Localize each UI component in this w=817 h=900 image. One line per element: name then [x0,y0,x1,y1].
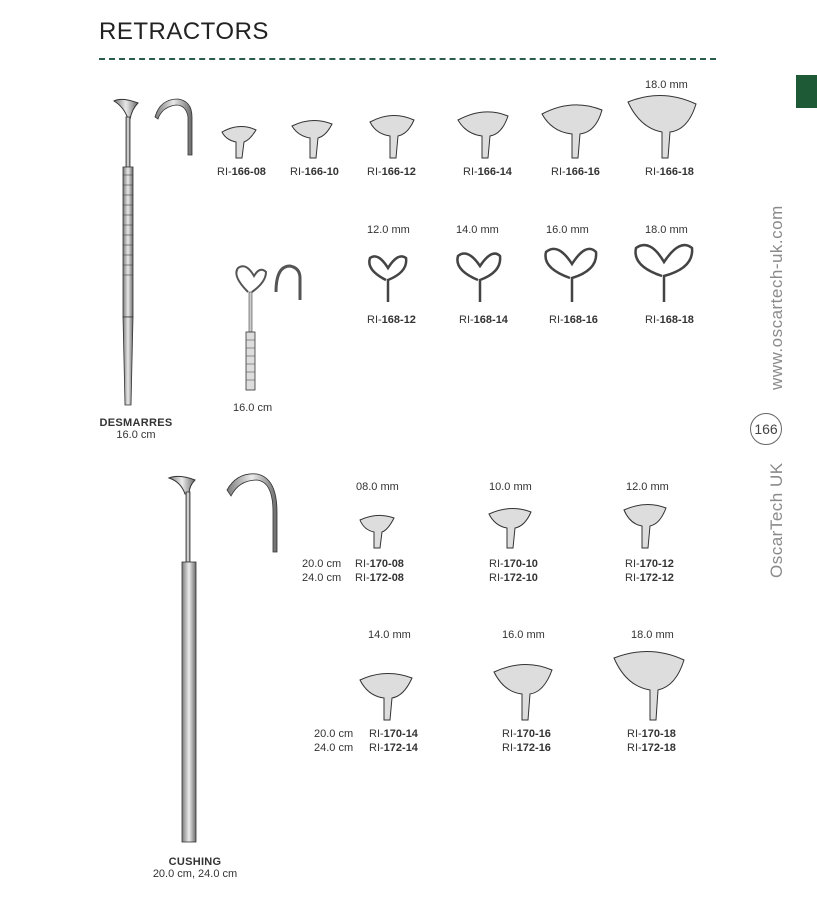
blade-image [540,100,606,162]
blade-image [622,500,670,552]
size-label: 18.0 mm [631,629,674,641]
product-code: RI-170-14 [369,728,418,740]
size-label: 16.0 mm [502,629,545,641]
side-brand: OscarTech UK [767,462,786,578]
product-code: RI-166-12 [367,166,416,178]
product-code: RI-166-14 [463,166,512,178]
blade-image [290,116,336,162]
page-title: RETRACTORS [99,18,269,45]
product-code: RI-170-10 [489,558,538,570]
blade-image [358,668,416,724]
product-code: RI-170-12 [625,558,674,570]
cushing-length-label: 20.0 cm [302,558,342,570]
blade-image [626,92,700,162]
product-code: RI-166-10 [290,166,339,178]
desmarres-wire-instrument-image [228,262,308,392]
product-code: RI-172-18 [627,742,676,754]
product-code: RI-170-08 [355,558,404,570]
cushing-label: CUSHING 20.0 cm, 24.0 cm [152,856,238,880]
desmarres-instrument-image [100,95,210,415]
wire-loop-image [364,250,412,306]
product-code: RI-168-16 [549,314,598,326]
cushing-length-label: 20.0 cm [314,728,354,740]
page-number: 166 [750,413,782,445]
product-code: RI-172-10 [489,572,538,584]
blade-image [492,660,556,724]
product-code: RI-170-16 [502,728,551,740]
size-label: 12.0 mm [626,481,669,493]
product-code: RI-166-08 [217,166,266,178]
desmarres-small-length: 16.0 cm [233,402,273,414]
blade-image [487,504,535,552]
wire-loop-image [540,244,602,306]
side-url[interactable]: www.oscartech-uk.com [767,205,786,390]
size-label: 18.0 mm [645,224,688,236]
cushing-length-label: 24.0 cm [302,572,342,584]
blade-image [612,648,688,724]
product-code: RI-166-18 [645,166,694,178]
size-label: 08.0 mm [356,481,399,493]
blade-image [368,110,418,162]
cushing-instrument-image [165,472,285,852]
size-label: 12.0 mm [367,224,410,236]
size-label: 14.0 mm [456,224,499,236]
size-label: 10.0 mm [489,481,532,493]
cushing-length-label: 24.0 cm [314,742,354,754]
product-code: RI-172-12 [625,572,674,584]
product-code: RI-172-08 [355,572,404,584]
product-code: RI-166-16 [551,166,600,178]
blade-image [220,122,260,162]
wire-loop-image [630,240,698,306]
section-tab-marker [796,75,817,108]
product-code: RI-172-16 [502,742,551,754]
wire-loop-image [452,248,506,306]
blade-image [358,512,398,552]
product-code: RI-170-18 [627,728,676,740]
product-code: RI-168-12 [367,314,416,326]
size-label: 14.0 mm [368,629,411,641]
product-code: RI-168-18 [645,314,694,326]
size-label: 18.0 mm [645,79,688,91]
header-divider [99,58,716,60]
blade-image [456,106,512,162]
product-code: RI-168-14 [459,314,508,326]
size-label: 16.0 mm [546,224,589,236]
desmarres-label: DESMARRES 16.0 cm [99,417,173,441]
product-code: RI-172-14 [369,742,418,754]
